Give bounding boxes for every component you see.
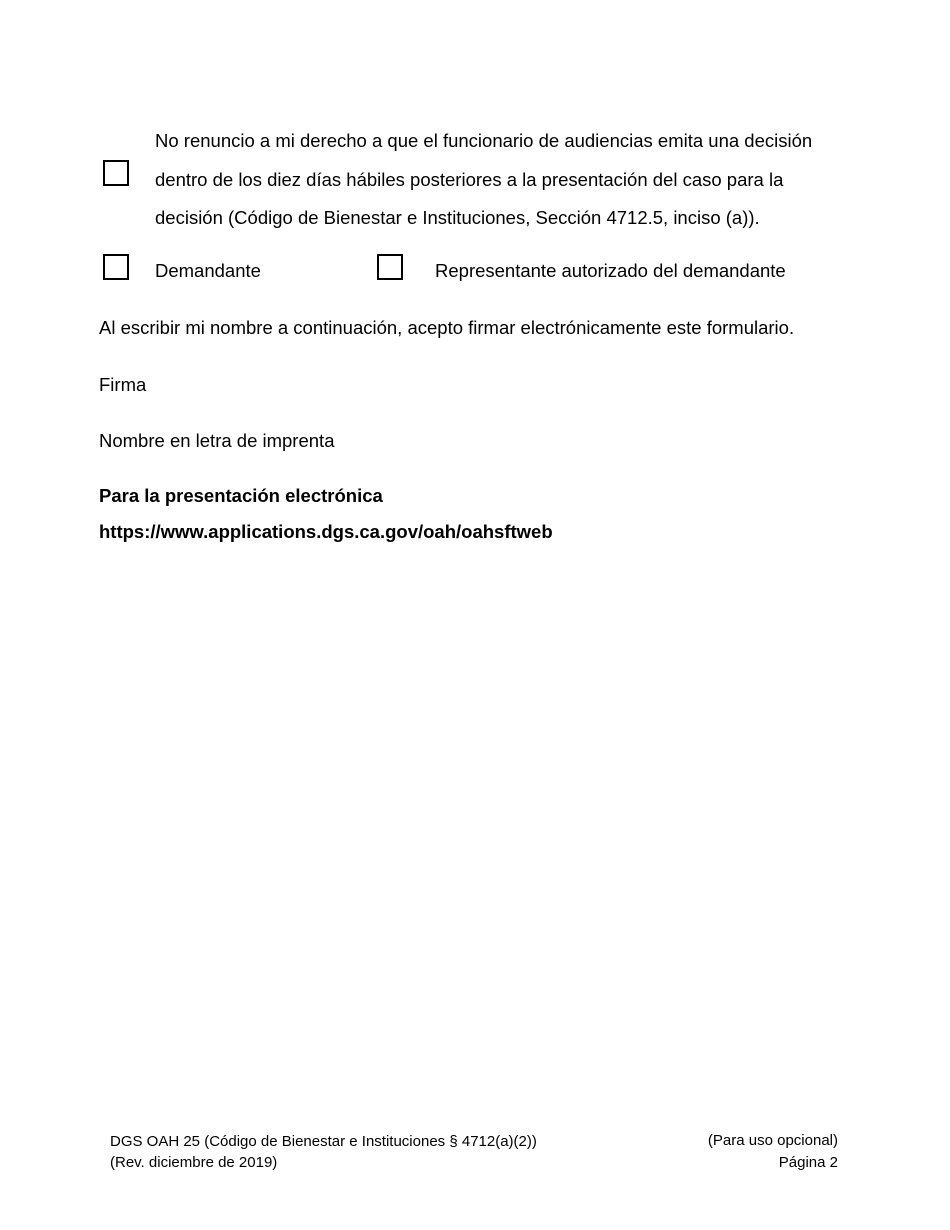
footer-optional-use: (Para uso opcional) xyxy=(707,1132,838,1149)
footer-revision: (Rev. diciembre de 2019) xyxy=(110,1154,278,1171)
signature-label: Firma xyxy=(99,374,147,395)
footer-form-id: DGS OAH 25 (Código de Bienestar e Instituciones § 4712(a)(2)) xyxy=(110,1133,537,1150)
electronic-filing-heading: Para la presentación electrónica xyxy=(99,485,383,506)
waiver-line-2: dentro de los diez días hábiles posteriores a la presentación del caso para la xyxy=(155,168,784,190)
electronic-signature-consent: Al escribir mi nombre a continuación, acepto firmar electrónicamente este formulario. xyxy=(99,317,795,338)
claimant-checkbox[interactable] xyxy=(103,254,129,280)
waiver-text xyxy=(155,122,845,238)
waiver-line-1: No renuncio a mi derecho a que el funcionario de audiencias emita una decisión xyxy=(155,130,813,151)
authorized-representative-checkbox[interactable] xyxy=(377,254,403,280)
electronic-filing-url[interactable]: https://www.applications.dgs.ca.gov/oah/oahsftweb xyxy=(99,521,553,542)
printed-name-label: Nombre en letra de imprenta xyxy=(99,430,335,451)
footer-page-number: Página 2 xyxy=(778,1154,838,1171)
waiver-line-3: decisión (Código de Bienestar e Instituciones, Sección 4712.5, inciso (a)). xyxy=(155,207,760,228)
authorized-representative-label: Representante autorizado del demandante xyxy=(435,260,786,281)
claimant-label: Demandante xyxy=(155,260,261,281)
waiver-checkbox[interactable] xyxy=(103,160,129,186)
